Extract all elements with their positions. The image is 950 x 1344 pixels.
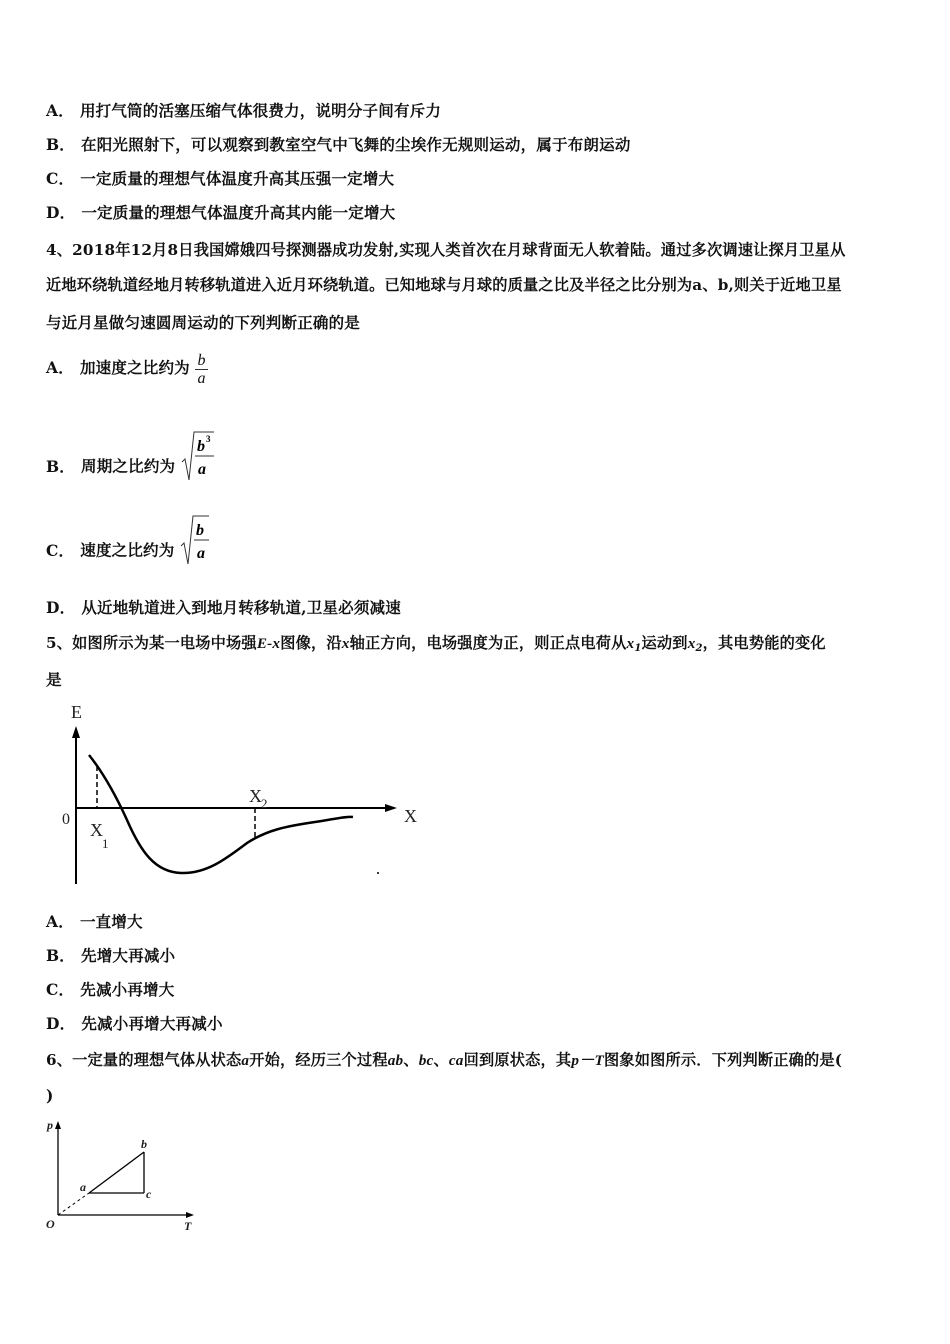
q4-option-d bbox=[46, 598, 401, 618]
radicand-denominator: a bbox=[197, 545, 206, 562]
q5-stem-line1 bbox=[46, 633, 826, 659]
radical-sign bbox=[180, 514, 210, 566]
x-axis-label: X bbox=[404, 806, 417, 826]
option-text: 一定质量的理想气体温度升高其压强一定增大 bbox=[80, 169, 395, 188]
q6-stem-line1 bbox=[46, 1050, 842, 1071]
stray-dot bbox=[377, 872, 379, 874]
option-label: C． bbox=[46, 980, 75, 999]
q3-option-d bbox=[46, 203, 395, 223]
option-text: 在阳光照射下，可以观察到教室空气中飞舞的尘埃作无规则运动，属于布朗运动 bbox=[81, 135, 631, 154]
option-label: B． bbox=[46, 456, 76, 476]
origin-label: O bbox=[46, 1217, 55, 1231]
option-text: 从近地轨道进入到地月转移轨道,卫星必须减速 bbox=[81, 598, 401, 617]
q6-process-ca: ca bbox=[448, 1052, 464, 1069]
dashed-extension bbox=[58, 1193, 89, 1215]
q5-text-2: 图像，沿 bbox=[280, 634, 342, 652]
option-text: 用打气筒的活塞压缩气体很费力，说明分子间有斥力 bbox=[79, 101, 442, 120]
q4-stem-line2: 近地环绕轨道经地月转移轨道进入近月环绕轨道。已知地球与月球的质量之比及半径之比分别为a、b,则关于近地卫星 bbox=[46, 276, 842, 294]
q5-x1-subscript: 1 bbox=[634, 643, 642, 654]
q5-x-symbol: x bbox=[341, 635, 350, 652]
q4-option-c bbox=[46, 514, 210, 589]
q6-process-bc: bc bbox=[418, 1052, 434, 1069]
option-label: B． bbox=[46, 135, 76, 154]
q6-pt-symbol: p－T bbox=[571, 1052, 604, 1069]
q6-text-3: 回到原状态，其 bbox=[463, 1051, 572, 1069]
q5-stem-line2: 是 bbox=[46, 670, 62, 689]
q6-sep-1: 、 bbox=[403, 1051, 419, 1069]
q5-ex-symbol: E-x bbox=[256, 635, 281, 652]
x-axis-arrow bbox=[385, 804, 397, 812]
q3-option-b bbox=[46, 135, 631, 155]
t-axis-label: T bbox=[184, 1219, 192, 1233]
q5-x2-subscript: 2 bbox=[695, 643, 703, 654]
fraction-numerator: b bbox=[197, 351, 206, 369]
option-label: D． bbox=[46, 1014, 76, 1033]
q6-state-a: a bbox=[241, 1052, 250, 1069]
option-label: B． bbox=[46, 946, 76, 965]
q4-option-a bbox=[46, 346, 208, 390]
p-axis-label: p bbox=[47, 1118, 53, 1132]
q6-text-2: 开始，经历三个过程 bbox=[249, 1051, 388, 1069]
q6-text-4: 图象如图所示．下列判断正确的是( bbox=[603, 1051, 843, 1069]
q5-option-c bbox=[46, 980, 174, 1000]
q5-option-b bbox=[46, 946, 175, 966]
q5-text-5: ，其电势能的变化 bbox=[702, 634, 826, 652]
option-text: 先减小再增大再减小 bbox=[81, 1014, 223, 1033]
q5-x1-symbol: x bbox=[626, 635, 635, 652]
q5-text-4: 运动到 bbox=[641, 634, 688, 652]
field-curve bbox=[89, 755, 353, 873]
q3-option-a bbox=[46, 101, 441, 121]
radicand-numerator: b bbox=[196, 438, 206, 455]
q6-process-ab: ab bbox=[387, 1052, 404, 1069]
q6-sep-2: 、 bbox=[433, 1051, 449, 1069]
option-label: D． bbox=[46, 203, 76, 222]
option-text: 周期之比约为 bbox=[81, 456, 176, 476]
option-label: A． bbox=[46, 912, 74, 931]
radical-sign bbox=[181, 430, 215, 482]
option-label: C． bbox=[46, 540, 75, 560]
fraction-b-over-a bbox=[195, 352, 207, 387]
option-text: 一定质量的理想气体温度升高其内能一定增大 bbox=[81, 203, 396, 222]
option-label: A． bbox=[46, 101, 74, 120]
radicand-numerator: b bbox=[196, 522, 205, 539]
p-t-graph bbox=[44, 1115, 204, 1235]
option-text: 先增大再减小 bbox=[81, 946, 176, 965]
option-text: 一直增大 bbox=[79, 912, 143, 931]
x2-label-subscript: 2 bbox=[261, 796, 268, 811]
origin-label: 0 bbox=[62, 811, 70, 828]
fraction-denominator: a bbox=[197, 369, 206, 387]
radicand-exponent: 3 bbox=[205, 434, 211, 444]
q5-option-a bbox=[46, 912, 143, 932]
option-label: A． bbox=[46, 358, 74, 377]
x1-label: X bbox=[90, 820, 103, 840]
process-ab bbox=[89, 1152, 144, 1193]
q4-option-b bbox=[46, 430, 215, 505]
option-text: 加速度之比约为 bbox=[79, 358, 190, 377]
q4-stem-line3: 与近月星做匀速圆周运动的下列判断正确的是 bbox=[46, 313, 361, 332]
q5-x2-symbol: x bbox=[687, 635, 696, 652]
p-axis-arrow bbox=[55, 1121, 61, 1129]
q5-option-d bbox=[46, 1014, 223, 1034]
sqrt-b-over-a bbox=[180, 514, 210, 589]
q5-text-1: 5、如图所示为某一电场中场强 bbox=[46, 634, 257, 652]
t-axis-arrow bbox=[186, 1212, 194, 1218]
option-text: 先减小再增大 bbox=[80, 980, 175, 999]
x1-label-subscript: 1 bbox=[102, 836, 109, 851]
q4-stem-line1: 4、2018年12月8日我国嫦娥四号探测器成功发射,实现人类首次在月球背面无人软着陆。通过多次调速让探月卫星从 bbox=[46, 241, 846, 259]
e-axis-arrow bbox=[72, 726, 80, 738]
e-axis-label: E bbox=[71, 702, 82, 722]
q3-option-c bbox=[46, 169, 394, 189]
option-text: 速度之比约为 bbox=[80, 540, 175, 560]
radicand-denominator: a bbox=[197, 461, 207, 478]
e-x-graph bbox=[55, 700, 435, 890]
state-b-label: b bbox=[141, 1137, 147, 1151]
state-a-label: a bbox=[80, 1180, 86, 1194]
option-label: D． bbox=[46, 598, 76, 617]
state-c-label: c bbox=[146, 1187, 152, 1201]
x2-label: X bbox=[249, 786, 262, 806]
sqrt-b3-over-a bbox=[181, 430, 215, 505]
q5-text-3: 轴正方向，电场强度为正，则正点电荷从 bbox=[349, 634, 627, 652]
q6-stem-line2: ) bbox=[46, 1086, 54, 1105]
q6-text-1: 6、一定量的理想气体从状态 bbox=[46, 1051, 242, 1069]
option-label: C． bbox=[46, 169, 75, 188]
